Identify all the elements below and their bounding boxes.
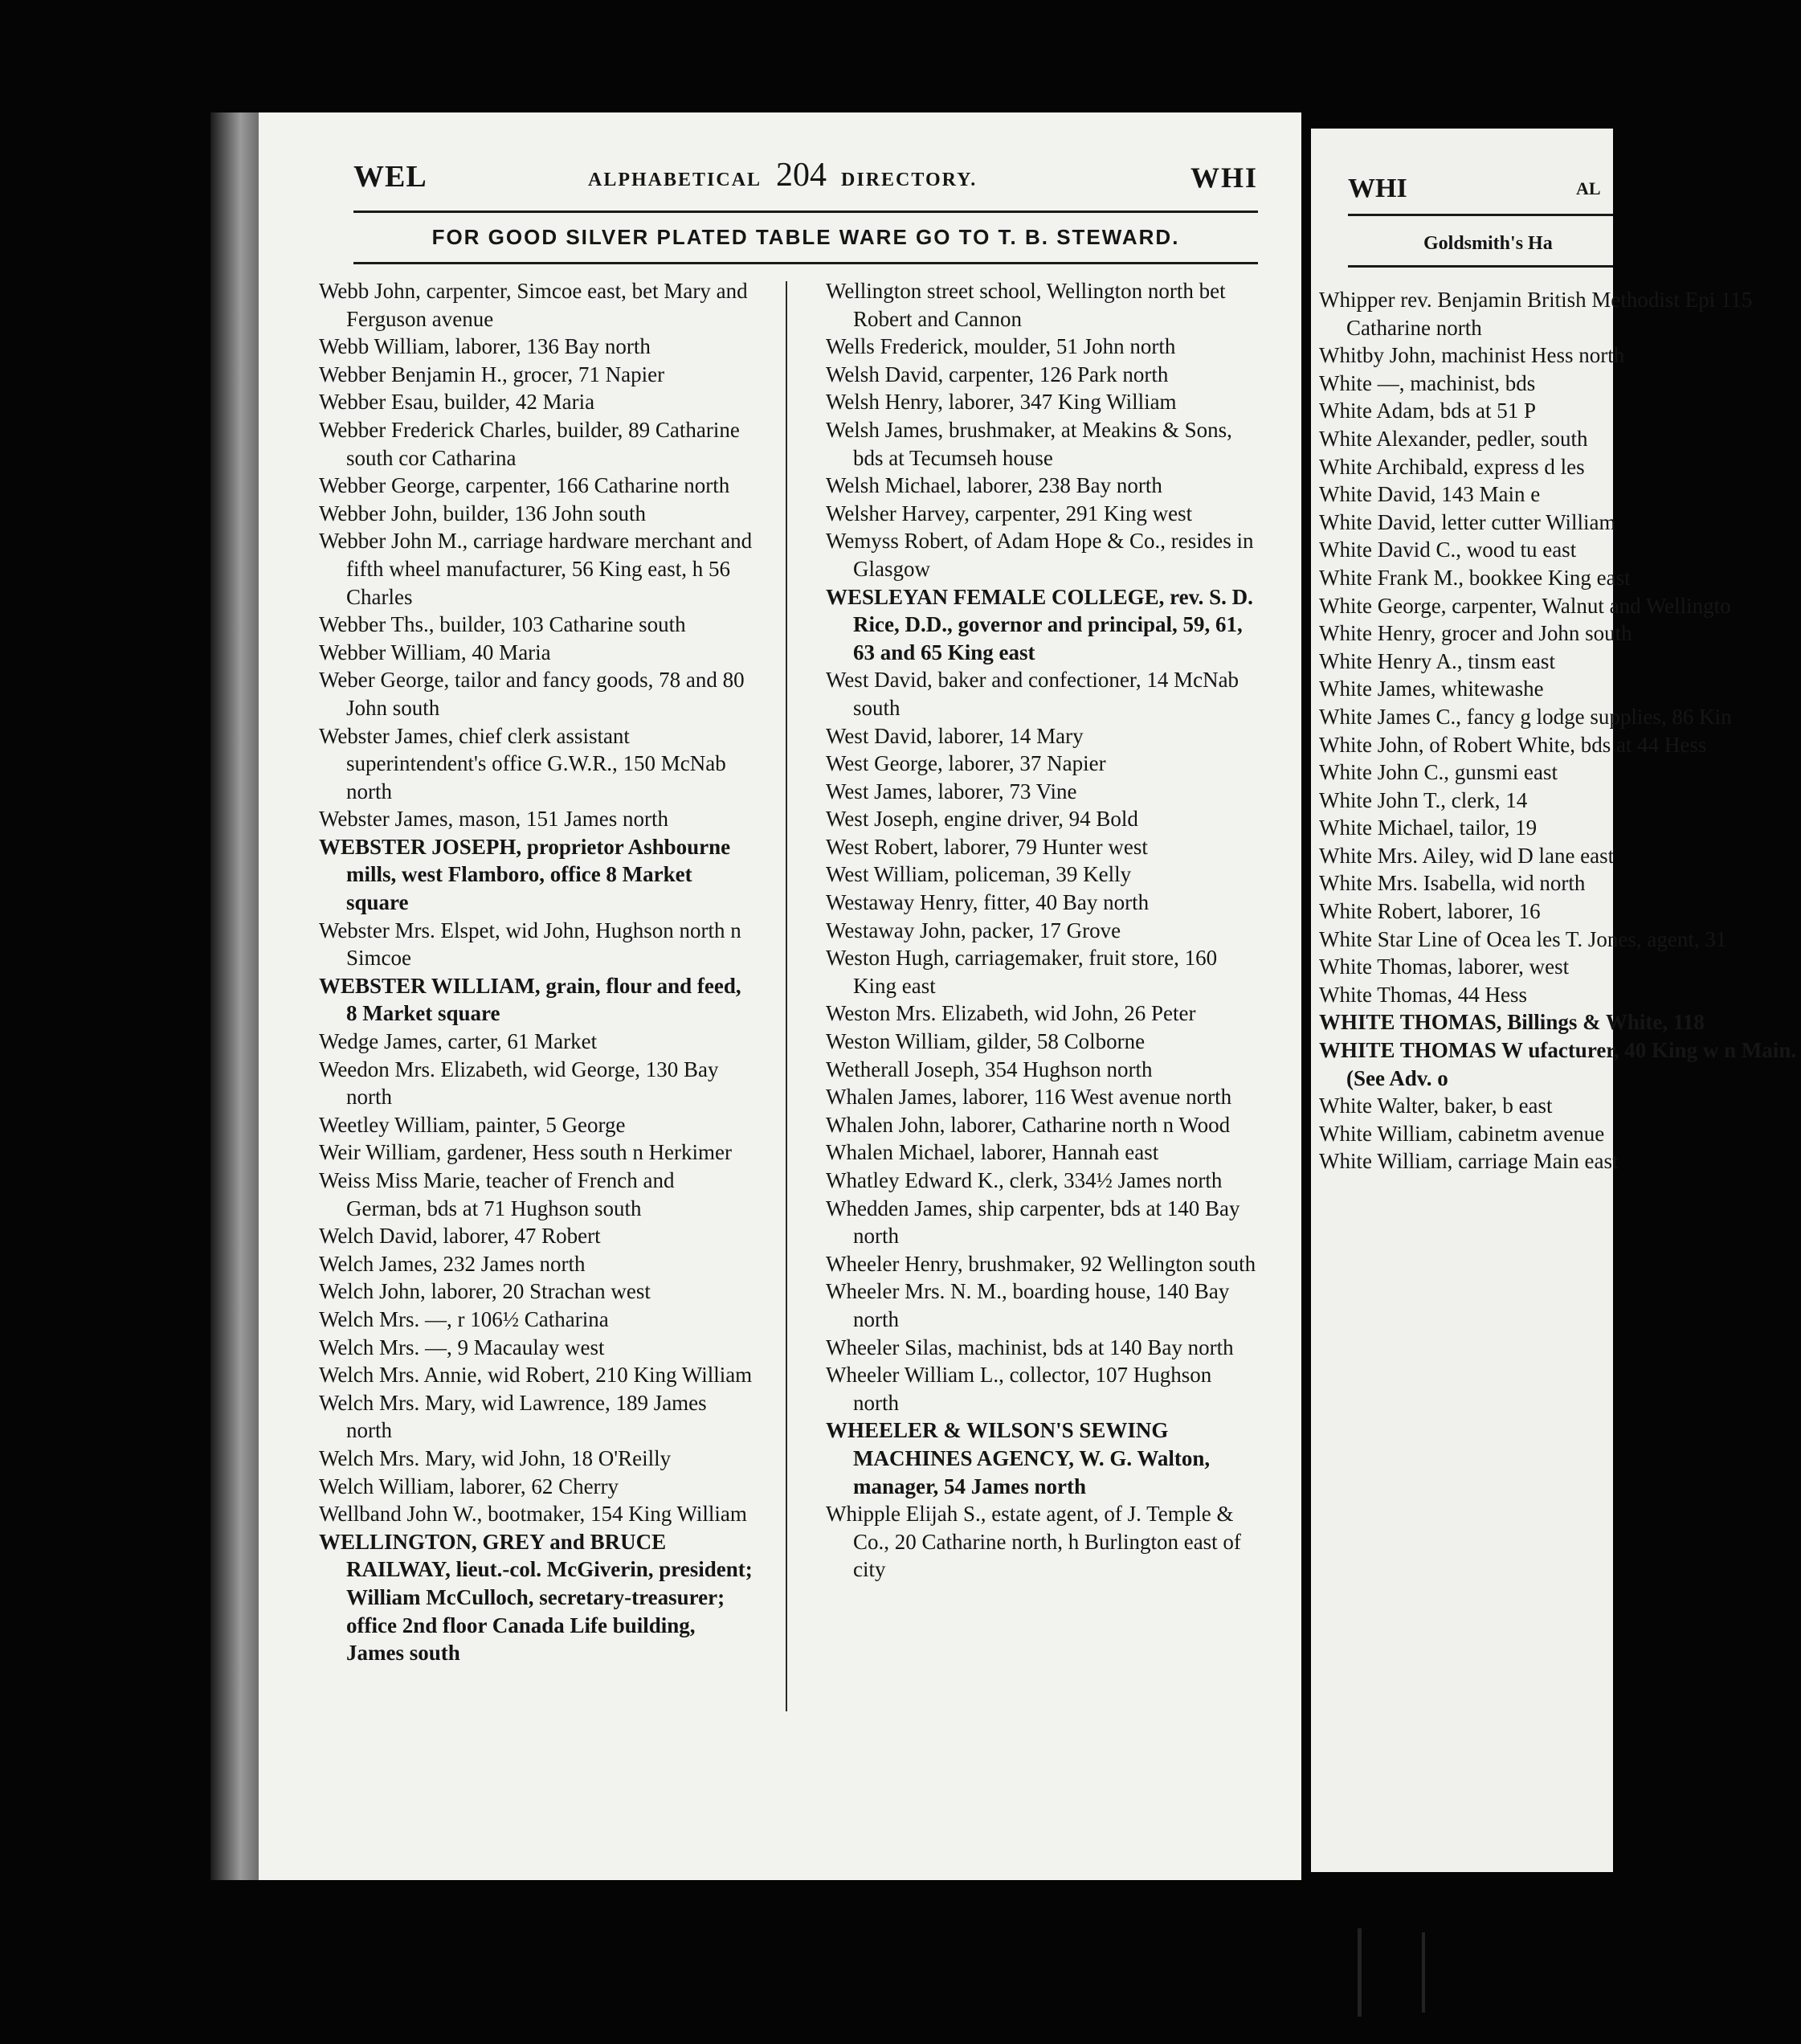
directory-entry: West David, baker and confectioner, 14 McNab south: [826, 668, 1239, 720]
directory-entry: White William, carriage Main east: [1319, 1149, 1619, 1174]
directory-entry: Webber John M., carriage hardware merchant and fifth wheel manufacturer, 56 King east, h 56 Charles: [319, 529, 753, 609]
directory-entry: WHITE THOMAS W ufacturer, 40 King w n Main. (See Adv. o: [1319, 1038, 1797, 1090]
directory-entry: Webster Mrs. Elspet, wid John, Hughson north n Simcoe: [319, 918, 741, 971]
directory-entry: White William, cabinetm avenue: [1319, 1121, 1605, 1146]
directory-entry: Weedon Mrs. Elizabeth, wid George, 130 Bay north: [319, 1057, 719, 1110]
directory-entry: Whatley Edward K., clerk, 334½ James north: [826, 1168, 1223, 1192]
directory-entry: Welch William, laborer, 62 Cherry: [319, 1474, 619, 1498]
directory-entry: WHITE THOMAS, Billings & White, 118: [1319, 1010, 1705, 1035]
directory-entry: Welsh David, carpenter, 126 Park north: [826, 362, 1169, 386]
directory-entry: WELLINGTON, GREY and BRUCE RAILWAY, lieut.-col. McGiverin, president; William McCulloch, secretary-treasurer; office 2nd floor Canada Life building, James south: [319, 1529, 753, 1666]
directory-entry: Weiss Miss Marie, teacher of French and German, bds at 71 Hughson south: [319, 1168, 675, 1220]
header-center-a: ALPHABETICAL: [588, 170, 762, 190]
facing-header-left: WHI: [1348, 174, 1407, 203]
facing-header-rule: [1348, 214, 1613, 216]
directory-entry: West David, laborer, 14 Mary: [826, 723, 1084, 748]
page-number: 204: [776, 157, 827, 194]
left-column: [319, 277, 753, 1667]
directory-entry: Wemyss Robert, of Adam Hope & Co., resides in Glasgow: [826, 529, 1254, 581]
directory-entry: White Mrs. Ailey, wid D lane east: [1319, 843, 1615, 868]
header-rule: [353, 211, 1258, 213]
directory-entry: White Robert, laborer, 16: [1319, 899, 1541, 924]
column-divider: [786, 281, 787, 1711]
directory-entry: Wetherall Joseph, 354 Hughson north: [826, 1057, 1153, 1081]
directory-entry: Weir William, gardener, Hess south n Herkimer: [319, 1140, 733, 1165]
directory-entry: Webber Ths., builder, 103 Catharine south: [319, 612, 686, 637]
directory-entry: Welsh James, brushmaker, at Meakins & Sons, bds at Tecumseh house: [826, 417, 1232, 470]
directory-entry: Welch Mrs. Mary, wid John, 18 O'Reilly: [319, 1445, 672, 1470]
directory-entry: Webber Benjamin H., grocer, 71 Napier: [319, 362, 665, 386]
directory-entry: WEBSTER JOSEPH, proprietor Ashbourne mills, west Flamboro, office 8 Market square: [319, 834, 731, 915]
directory-entry: White Adam, bds at 51 P: [1319, 399, 1536, 423]
directory-entry: Westaway John, packer, 17 Grove: [826, 918, 1121, 942]
directory-entry: Wellband John W., bootmaker, 154 King William: [319, 1502, 747, 1527]
directory-entry: West Joseph, engine driver, 94 Bold: [826, 807, 1138, 832]
directory-entry: White John T., clerk, 14: [1319, 787, 1528, 812]
directory-entry: White David C., wood tu east: [1319, 538, 1577, 562]
facing-column: [1319, 286, 1801, 1175]
directory-entry: Wellington street school, Wellington north bet Robert and Cannon: [826, 279, 1226, 331]
film-mark: [1422, 1932, 1425, 2013]
directory-entry: Weston William, gilder, 58 Colborne: [826, 1029, 1146, 1054]
directory-entry: WHEELER & WILSON'S SEWING MACHINES AGENCY, W. G. Walton, manager, 54 James north: [826, 1418, 1211, 1498]
directory-entry: Welch David, laborer, 47 Robert: [319, 1224, 601, 1249]
directory-entry: West George, laborer, 37 Napier: [826, 751, 1106, 776]
directory-entry: West James, laborer, 73 Vine: [826, 779, 1077, 803]
directory-entry: Webber George, carpenter, 166 Catharine north: [319, 473, 730, 498]
directory-entry: WESLEYAN FEMALE COLLEGE, rev. S. D. Rice, D.D., governor and principal, 59, 61, 63 and 65 King east: [826, 584, 1253, 664]
book-binding: [210, 112, 260, 1880]
directory-entry: White Mrs. Isabella, wid north: [1319, 871, 1586, 896]
directory-entry: White Henry A., tinsm east: [1319, 648, 1555, 673]
header-center: [588, 156, 977, 194]
facing-header-right: AL: [1576, 178, 1601, 198]
directory-entry: White James, whitewashe: [1319, 677, 1544, 701]
directory-entry: White Thomas, 44 Hess: [1319, 982, 1527, 1007]
header-left: WEL: [353, 160, 427, 194]
advertisement-banner: FOR GOOD SILVER PLATED TABLE WARE GO TO T. B. STEWARD.: [431, 225, 1180, 249]
facing-page: [1311, 129, 1797, 1872]
directory-entry: Whalen James, laborer, 116 West avenue north: [826, 1085, 1232, 1110]
header-center-b: DIRECTORY.: [841, 170, 978, 190]
directory-entry: White David, letter cutter William: [1319, 509, 1616, 534]
directory-entry: Wheeler Mrs. N. M., boarding house, 140 Bay north: [826, 1279, 1230, 1331]
directory-entry: White David, 143 Main e: [1319, 482, 1541, 507]
directory-entry: White Archibald, express d les: [1319, 454, 1585, 479]
directory-entry: Wheeler William L., collector, 107 Hughson north: [826, 1363, 1212, 1415]
facing-banner: Goldsmith's Ha: [1423, 233, 1553, 254]
directory-entry: Weetley William, painter, 5 George: [319, 1112, 626, 1137]
directory-entry: Weston Hugh, carriagemaker, fruit store, 160 King east: [826, 946, 1218, 998]
directory-entry: White John, of Robert White, bds at 44 Hess: [1319, 732, 1707, 757]
directory-page: [259, 112, 1301, 1880]
directory-entry: West William, policeman, 39 Kelly: [826, 862, 1132, 887]
directory-entry: Wheeler Silas, machinist, bds at 140 Bay north: [826, 1335, 1234, 1359]
directory-entry: Webster James, chief clerk assistant superintendent's office G.W.R., 150 McNab north: [319, 723, 726, 803]
facing-banner-rule: [1348, 265, 1613, 268]
directory-entry: White George, carpenter, Walnut and Wellingto: [1319, 593, 1731, 618]
directory-entry: Whipper rev. Benjamin British Methodist Epi 115 Catharine north: [1319, 288, 1753, 340]
directory-entry: White —, machinist, bds: [1319, 370, 1536, 395]
directory-entry: Webb John, carpenter, Simcoe east, bet Mary and Ferguson avenue: [319, 279, 748, 331]
directory-entry: Welch John, laborer, 20 Strachan west: [319, 1279, 651, 1304]
directory-entry: West Robert, laborer, 79 Hunter west: [826, 834, 1148, 859]
directory-entry: Welsher Harvey, carpenter, 291 King west: [826, 501, 1193, 525]
directory-entry: Welsh Michael, laborer, 238 Bay north: [826, 473, 1162, 498]
directory-entry: Welsh Henry, laborer, 347 King William: [826, 390, 1177, 415]
directory-entry: White Star Line of Ocea les T. Jones, agent, 31: [1319, 926, 1727, 951]
middle-column: [826, 277, 1260, 1584]
directory-entry: Webber Esau, builder, 42 Maria: [319, 390, 595, 415]
directory-entry: Welch Mrs. —, r 106½ Catharina: [319, 1306, 609, 1331]
header-right: WHI: [1190, 161, 1258, 194]
directory-entry: White Henry, grocer and John south: [1319, 621, 1632, 646]
directory-entry: Wedge James, carter, 61 Market: [319, 1029, 598, 1054]
directory-entry: Wheeler Henry, brushmaker, 92 Wellington south: [826, 1251, 1256, 1276]
directory-entry: White John C., gunsmi east: [1319, 760, 1558, 785]
directory-entry: White James C., fancy g lodge supplies, 86 Kin: [1319, 704, 1732, 729]
directory-entry: Welch Mrs. Mary, wid Lawrence, 189 James north: [319, 1390, 707, 1443]
directory-entry: Welch Mrs. Annie, wid Robert, 210 King William: [319, 1363, 753, 1388]
directory-entry: White Alexander, pedler, south: [1319, 426, 1588, 451]
directory-entry: Whedden James, ship carpenter, bds at 140 Bay north: [826, 1196, 1240, 1249]
directory-entry: Whipple Elijah S., estate agent, of J. Temple & Co., 20 Catharine north, h Burlington east of city: [826, 1502, 1241, 1582]
directory-entry: Weston Mrs. Elizabeth, wid John, 26 Peter: [826, 1001, 1196, 1026]
directory-entry: White Michael, tailor, 19: [1319, 816, 1538, 840]
directory-entry: Wells Frederick, moulder, 51 John north: [826, 334, 1176, 359]
directory-entry: Webber William, 40 Maria: [319, 640, 551, 664]
directory-entry: White Frank M., bookkee King east: [1319, 565, 1631, 590]
directory-entry: Webb William, laborer, 136 Bay north: [319, 334, 651, 359]
directory-entry: Welch Mrs. —, 9 Macaulay west: [319, 1335, 605, 1359]
directory-entry: Webster James, mason, 151 James north: [319, 807, 668, 832]
directory-entry: White Walter, baker, b east: [1319, 1094, 1553, 1118]
directory-entry: Weber George, tailor and fancy goods, 78 and 80 John south: [319, 668, 745, 720]
directory-entry: Whitby John, machinist Hess north: [1319, 343, 1625, 368]
banner-rule: [353, 262, 1258, 264]
page-header: [259, 153, 1301, 209]
directory-entry: Webber Frederick Charles, builder, 89 Catharine south cor Catharina: [319, 417, 740, 470]
directory-entry: WEBSTER WILLIAM, grain, flour and feed, 8 Market square: [319, 973, 741, 1026]
directory-entry: Whalen Michael, laborer, Hannah east: [826, 1140, 1159, 1165]
directory-entry: Webber John, builder, 136 John south: [319, 501, 646, 525]
directory-entry: Westaway Henry, fitter, 40 Bay north: [826, 890, 1150, 915]
directory-entry: White Thomas, laborer, west: [1319, 955, 1570, 979]
directory-entry: Welch James, 232 James north: [319, 1251, 586, 1276]
film-mark: [1358, 1928, 1362, 2017]
directory-entry: Whalen John, laborer, Catharine north n Wood: [826, 1112, 1231, 1137]
